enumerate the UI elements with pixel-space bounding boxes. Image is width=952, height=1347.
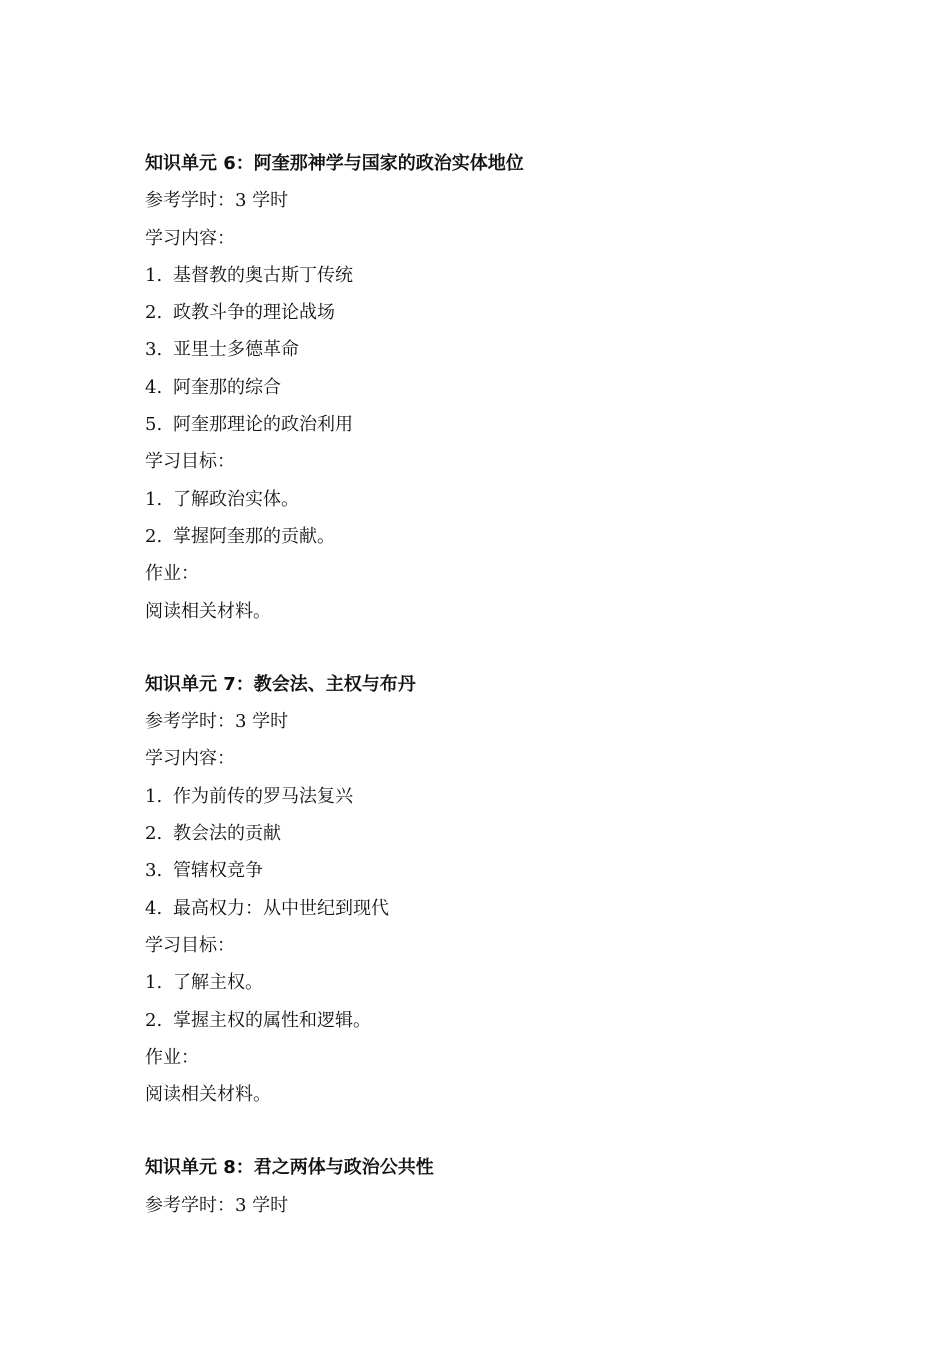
reference-hours: 参考学时：3 学时 — [145, 190, 289, 212]
homework-text: 阅读相关材料。 — [145, 1084, 271, 1106]
item-text: 了解政治实体。 — [173, 488, 299, 510]
item-text: 政教斗争的理论战场 — [173, 302, 335, 324]
content-item — [145, 783, 865, 820]
item-text: 掌握阿奎那的贡献。 — [173, 525, 335, 547]
homework-text: 阅读相关材料。 — [145, 600, 271, 622]
item-number: 4. — [145, 376, 163, 398]
item-text: 作为前传的罗马法复兴 — [173, 785, 353, 807]
content-item — [145, 262, 865, 299]
homework-label: 作业： — [145, 563, 199, 585]
knowledge-unit-6 — [145, 150, 865, 635]
goal-item — [145, 969, 865, 1006]
item-number: 5. — [145, 414, 163, 436]
goal-item — [145, 1007, 865, 1044]
content-item — [145, 299, 865, 336]
item-text: 基督教的奥古斯丁传统 — [173, 264, 353, 286]
content-item — [145, 895, 865, 932]
item-text: 了解主权。 — [173, 972, 263, 994]
unit-title: 知识单元 6：阿奎那神学与国家的政治实体地位 — [145, 153, 524, 174]
goal-item — [145, 486, 865, 523]
item-number: 4. — [145, 897, 163, 919]
item-number: 2. — [145, 823, 163, 845]
item-text: 阿奎那的综合 — [173, 376, 281, 398]
item-number: 1. — [145, 785, 163, 807]
item-text: 管辖权竞争 — [173, 860, 263, 882]
item-number: 2. — [145, 302, 163, 324]
reference-hours: 参考学时：3 学时 — [145, 711, 289, 733]
item-number: 3. — [145, 339, 163, 361]
item-text: 阿奎那理论的政治利用 — [173, 414, 353, 436]
content-item — [145, 336, 865, 373]
item-number: 1. — [145, 972, 163, 994]
item-number: 2. — [145, 1009, 163, 1031]
item-number: 1. — [145, 264, 163, 286]
item-number: 3. — [145, 860, 163, 882]
content-label: 学习内容： — [145, 748, 235, 770]
content-item — [145, 820, 865, 857]
content-item — [145, 411, 865, 448]
reference-hours: 参考学时：3 学时 — [145, 1194, 289, 1216]
homework-label: 作业： — [145, 1046, 199, 1068]
item-text: 最高权力：从中世纪到现代 — [173, 897, 389, 919]
document-page — [145, 150, 865, 1229]
item-number: 1. — [145, 488, 163, 510]
goals-label: 学习目标： — [145, 451, 235, 473]
goal-item — [145, 523, 865, 560]
item-text: 教会法的贡献 — [173, 823, 281, 845]
content-item — [145, 857, 865, 894]
knowledge-unit-8 — [145, 1154, 865, 1229]
knowledge-unit-7 — [145, 671, 865, 1119]
content-item — [145, 374, 865, 411]
unit-title: 知识单元 8：君之两体与政治公共性 — [145, 1157, 434, 1179]
unit-title: 知识单元 7：教会法、主权与布丹 — [145, 673, 416, 695]
content-label: 学习内容： — [145, 227, 235, 249]
item-text: 掌握主权的属性和逻辑。 — [173, 1009, 371, 1031]
item-number: 2. — [145, 525, 163, 547]
item-text: 亚里士多德革命 — [173, 339, 299, 361]
goals-label: 学习目标： — [145, 934, 235, 956]
